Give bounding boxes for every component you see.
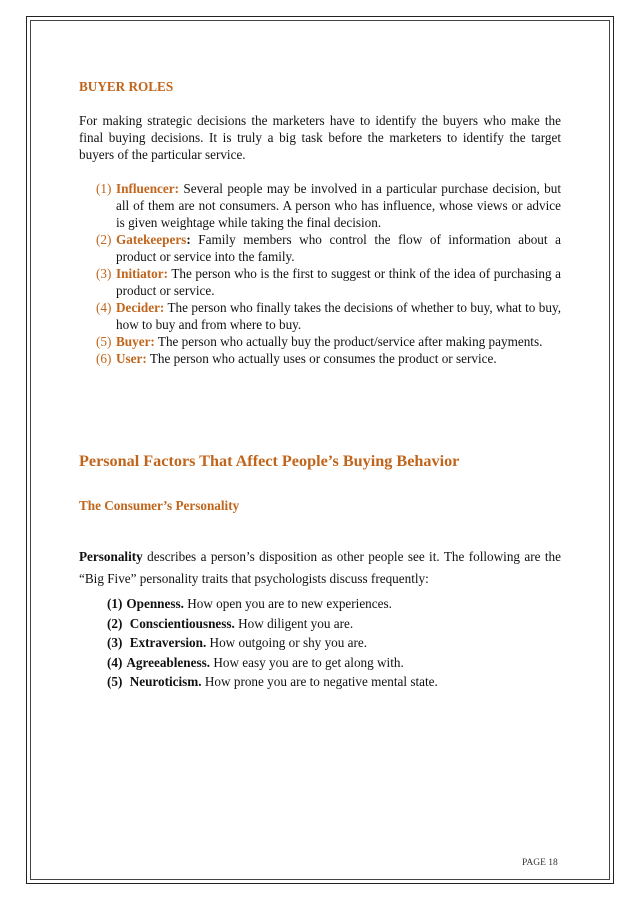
personality-description: describes a person’s disposition as other people see it. The following are the “Big Five” personality traits that psychologists discuss frequently: (79, 549, 561, 587)
role-term: User: (116, 351, 147, 366)
list-item (96, 299, 561, 333)
role-description: Several people may be involved in a particular purchase decision, but all of them are not consumers. A person who has influence, whose views or advice is given weightage while taking the final decision. (116, 181, 561, 230)
trait-term: Extraversion. (129, 635, 207, 651)
role-description: The person who finally takes the decisions of whether to buy, what to buy, how to buy and from where to buy. (116, 300, 561, 332)
list-number: (3) (107, 635, 126, 651)
buyer-roles-intro: For making strategic decisions the marketers have to identify the buyers who make the final buying decisions. It is truly a big task before the marketers to identify the target buyers of the particular service. (79, 113, 561, 162)
role-term: Gatekeepers (116, 232, 187, 247)
trait-description: How open you are to new experiences. (183, 596, 392, 611)
page-content (79, 78, 561, 690)
list-item (107, 594, 438, 614)
buyer-roles-list (96, 180, 561, 367)
list-item (96, 350, 561, 367)
trait-term: Agreeableness. (126, 654, 211, 670)
trait-description: How easy you are to get along with. (210, 654, 404, 670)
big-five-list (107, 594, 438, 692)
list-number: (2) (96, 232, 112, 247)
list-item (107, 614, 438, 634)
list-number: (4) (96, 300, 112, 315)
list-item (107, 633, 438, 653)
trait-term: Openness. (126, 596, 184, 611)
page-number: PAGE 18 (522, 858, 558, 868)
role-description: Family members who control the flow of information about a product or service into the family. (116, 232, 561, 264)
trait-description: How outgoing or shy you are. (206, 635, 368, 651)
list-number: (2) (107, 615, 126, 631)
list-number: (1) (96, 181, 112, 196)
role-term: Buyer: (116, 334, 155, 349)
list-item (96, 180, 561, 231)
list-number: (5) (96, 334, 112, 349)
list-text (116, 299, 561, 333)
list-number: (6) (96, 351, 112, 366)
personality-subheading: The Consumer’s Personality (79, 498, 240, 513)
list-text (116, 265, 561, 299)
list-item (96, 265, 561, 299)
list-item (107, 672, 438, 692)
personality-paragraph (79, 546, 561, 590)
list-item (96, 231, 561, 265)
trait-term: Conscientiousness. (129, 615, 235, 631)
role-description: The person who is the first to suggest or think of the idea of purchasing a product or service. (116, 266, 561, 298)
role-description: The person who actually uses or consumes the product or service. (146, 351, 497, 366)
list-text (116, 350, 561, 367)
list-text (116, 333, 561, 350)
role-term: Decider: (116, 300, 165, 315)
list-item (96, 333, 561, 350)
list-item (107, 653, 438, 673)
role-term: Influencer: (116, 181, 179, 196)
list-text (116, 180, 561, 231)
list-number: (4) (107, 654, 123, 670)
trait-term: Neuroticism. (129, 674, 202, 690)
list-number: (1) (107, 596, 123, 611)
personality-term: Personality (79, 549, 143, 565)
list-number: (5) (107, 674, 126, 690)
role-colon: : (186, 232, 191, 247)
buyer-roles-heading: BUYER ROLES (79, 79, 174, 94)
trait-description: How diligent you are. (234, 615, 354, 631)
role-description: The person who actually buy the product/service after making payments. (154, 334, 543, 349)
list-number: (3) (96, 266, 112, 281)
list-text (116, 231, 561, 265)
personal-factors-heading: Personal Factors That Affect People’s Buying Behavior (79, 452, 460, 470)
trait-description: How prone you are to negative mental state. (201, 674, 438, 690)
role-term: Initiator: (116, 266, 169, 281)
